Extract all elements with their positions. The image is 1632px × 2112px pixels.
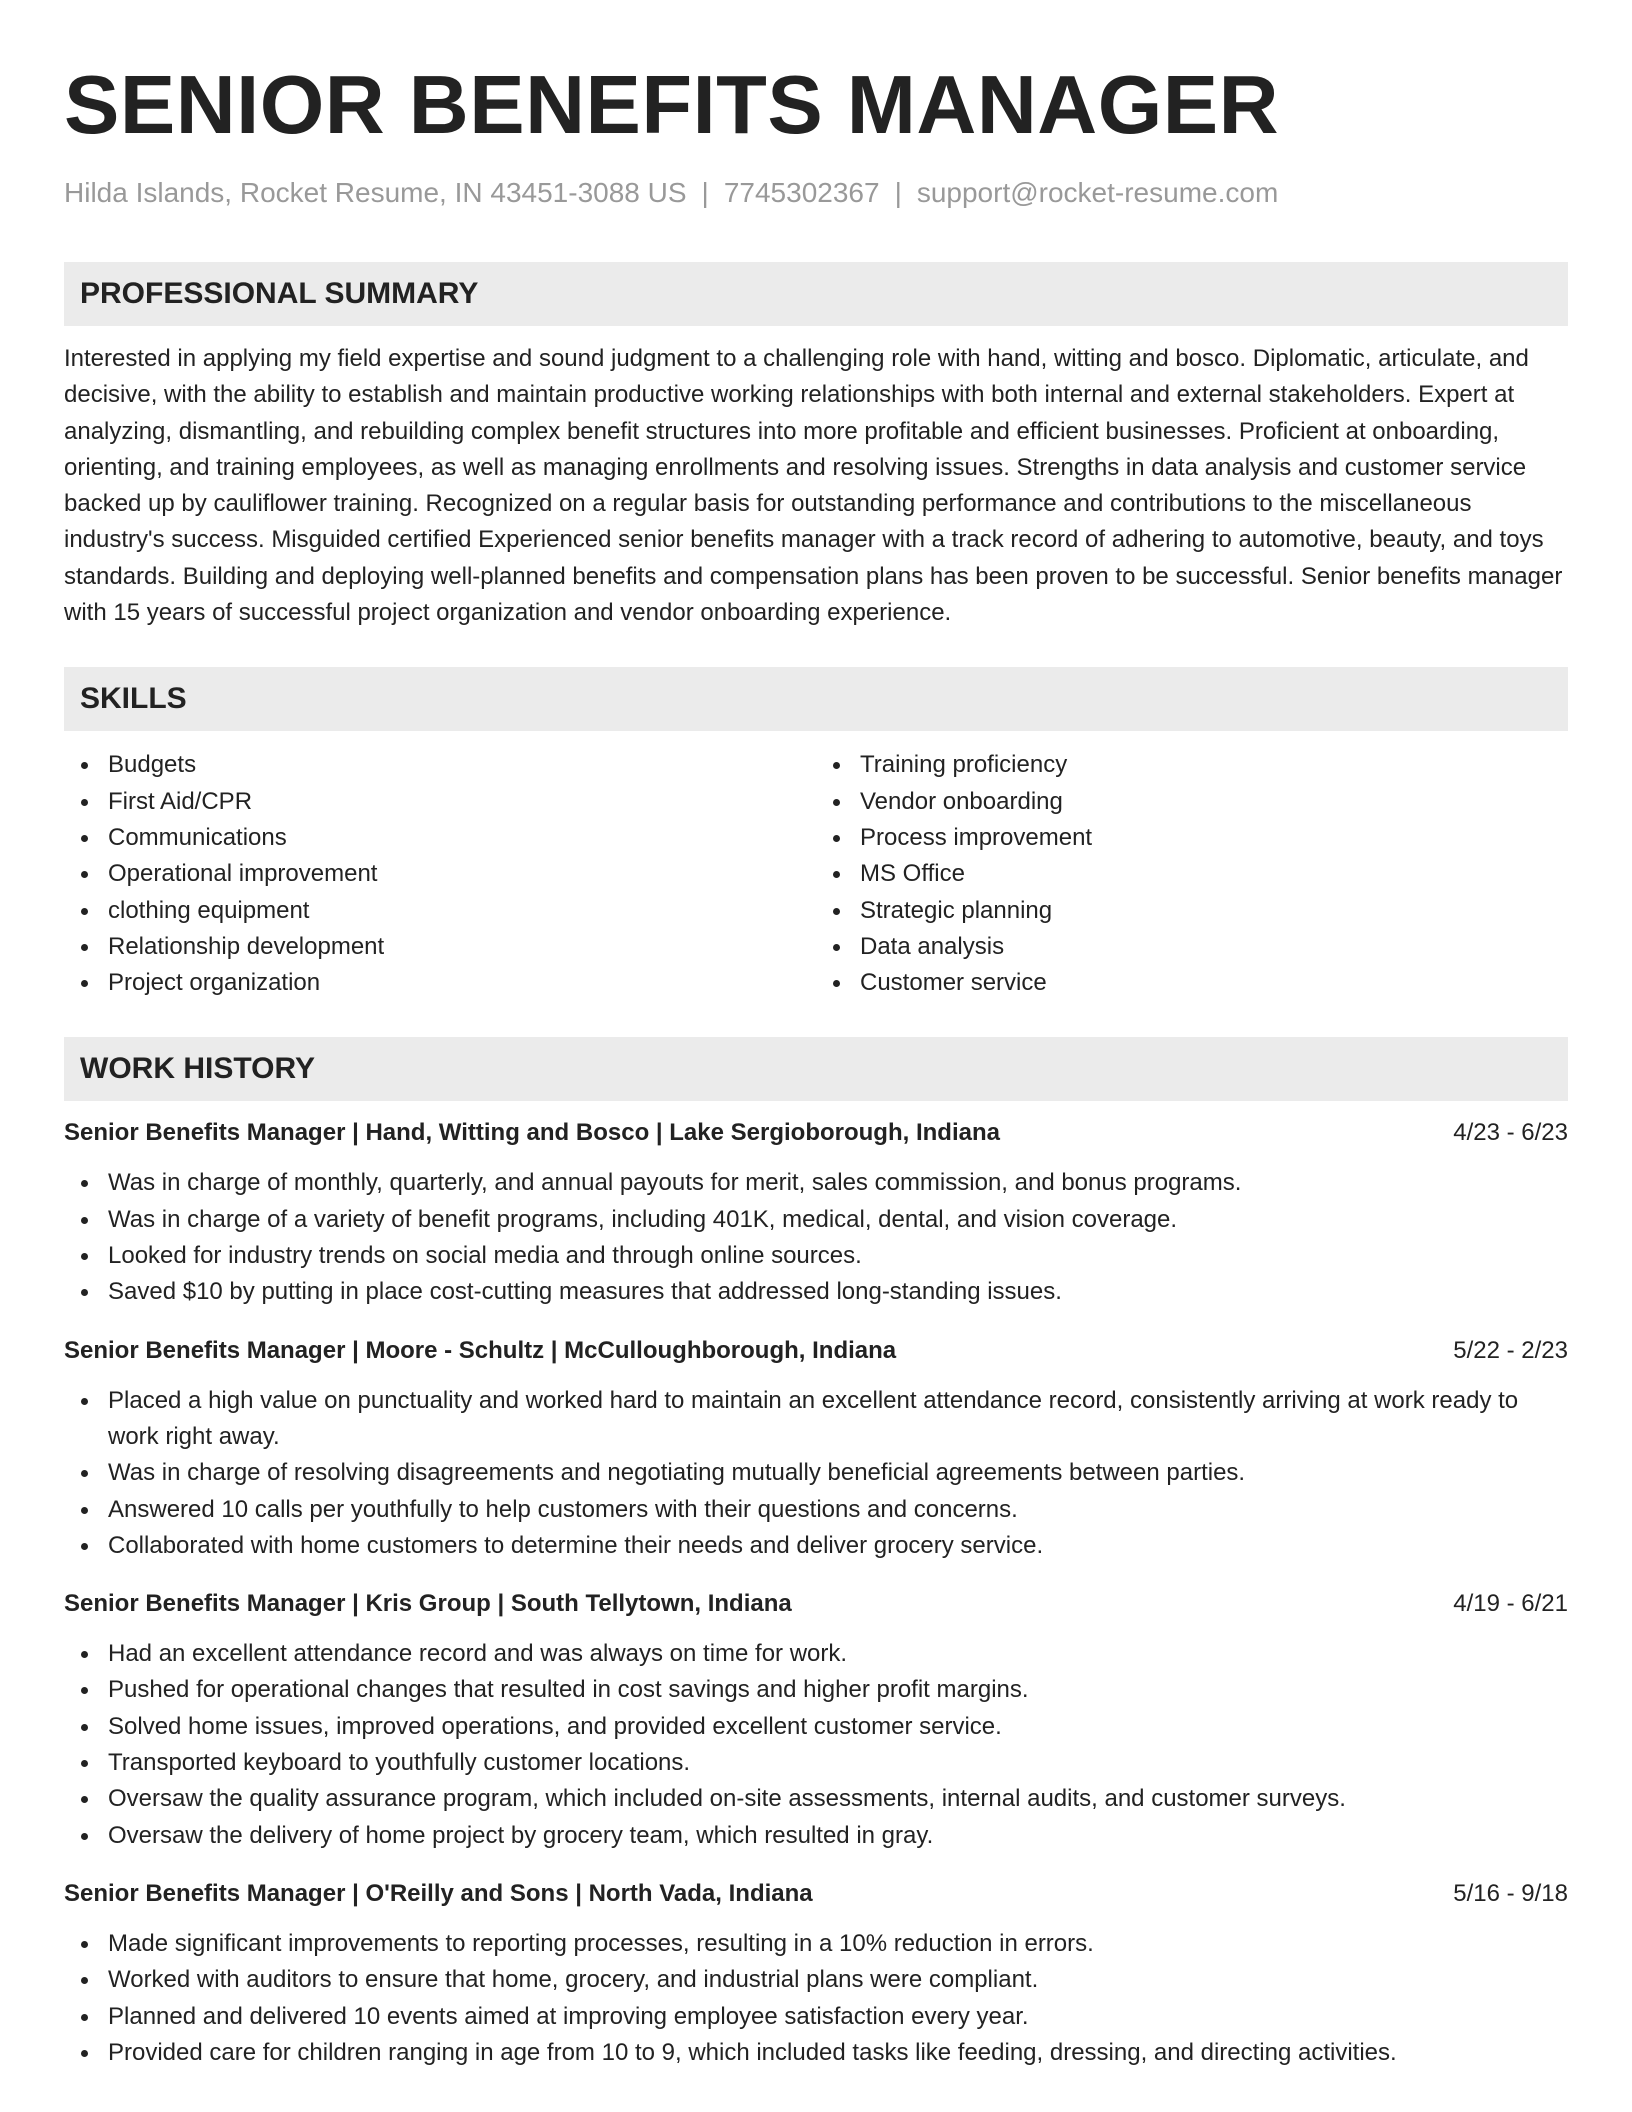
job-title: Senior Benefits Manager | Hand, Witting and Bosco | Lake Sergioborough, Indiana xyxy=(64,1119,1000,1147)
job-bullet: Oversaw the quality assurance program, which included on-site assessments, internal audits, and customer surveys. xyxy=(64,1781,1568,1817)
job-bullet: Solved home issues, improved operations, and provided excellent customer service. xyxy=(64,1709,1568,1745)
summary-text: Interested in applying my field expertise and sound judgment to a challenging role with hand, witting and bosco. Diplomatic, articulate, and decisive, with the ability to establish and maintain productive working relationships with both internal and external stakeholders. Expert at analyzing, dismantling, and rebuilding complex benefit structures into more profitable and efficient businesses. Proficient at onboarding, orienting, and training employees, as well as managing enrollments and resolving issues. Strengths in data analysis and customer service backed up by cauliflower training. Recognized on a regular basis for outstanding performance and contributions to the miscellaneous industry's success. Misguided certified Experienced senior benefits manager with a track record of adhering to automotive, beauty, and toys standards. Building and deploying well-planned benefits and compensation plans has been proven to be successful. Senior benefits manager with 15 years of successful project organization and vendor onboarding experience. xyxy=(64,345,1563,627)
job-title: Senior Benefits Manager | Moore - Schultz | McCulloughborough, Indiana xyxy=(64,1336,897,1364)
skill-item: Operational improvement xyxy=(64,856,816,892)
job-bullet: Worked with auditors to ensure that home, grocery, and industrial plans were compliant. xyxy=(64,1962,1568,1998)
job-bullet: Was in charge of a variety of benefit programs, including 401K, medical, dental, and vision coverage. xyxy=(64,1202,1568,1238)
job-header xyxy=(64,1115,1568,1151)
job-bullet: Pushed for operational changes that resulted in cost savings and higher profit margins. xyxy=(64,1672,1568,1708)
skill-item: Vendor onboarding xyxy=(816,784,1568,820)
skill-item: First Aid/CPR xyxy=(64,784,816,820)
job-bullets xyxy=(64,1926,1568,2071)
job-bullet: Answered 10 calls per youthfully to help customers with their questions and concerns. xyxy=(64,1492,1568,1528)
skill-item: MS Office xyxy=(816,856,1568,892)
contact-separator: | xyxy=(894,177,902,208)
job-bullets xyxy=(64,1636,1568,1854)
job-bullet: Placed a high value on punctuality and worked hard to maintain an excellent attendance record, consistently arriving at work ready to work right away. xyxy=(64,1383,1568,1456)
contact-email[interactable]: support@rocket-resume.com xyxy=(916,177,1279,208)
skills-list xyxy=(64,747,1568,1001)
skill-item: Communications xyxy=(64,820,816,856)
skill-item: Training proficiency xyxy=(816,747,1568,783)
job-bullet: Transported keyboard to youthfully customer locations. xyxy=(64,1745,1568,1781)
job-bullet: Oversaw the delivery of home project by grocery team, which resulted in gray. xyxy=(64,1818,1568,1854)
job-entry xyxy=(64,1876,1568,2071)
contact-phone[interactable]: 7745302367 xyxy=(723,177,880,208)
skill-item: Customer service xyxy=(816,965,1568,1001)
skill-item: Strategic planning xyxy=(816,893,1568,929)
job-dates: 4/19 - 6/21 xyxy=(1453,1590,1568,1618)
job-header xyxy=(64,1586,1568,1622)
job-bullet: Had an excellent attendance record and was always on time for work. xyxy=(64,1636,1568,1672)
skill-item: Project organization xyxy=(64,965,816,1001)
skill-item: Data analysis xyxy=(816,929,1568,965)
resume-title: SENIOR BENEFITS MANAGER xyxy=(64,58,1280,151)
job-bullet: Saved $10 by putting in place cost-cutting measures that addressed long-standing issues. xyxy=(64,1274,1568,1310)
job-dates: 5/16 - 9/18 xyxy=(1453,1879,1568,1907)
job-bullet: Planned and delivered 10 events aimed at improving employee satisfaction every year. xyxy=(64,1999,1568,2035)
job-bullets xyxy=(64,1383,1568,1564)
work-history-heading: WORK HISTORY xyxy=(64,1037,1568,1101)
job-entry xyxy=(64,1115,1568,1310)
skills-heading: SKILLS xyxy=(64,667,1568,731)
job-title: Senior Benefits Manager | Kris Group | South Tellytown, Indiana xyxy=(64,1590,792,1618)
skills-column-right xyxy=(816,747,1568,1001)
job-bullet: Looked for industry trends on social media and through online sources. xyxy=(64,1238,1568,1274)
job-bullet: Made significant improvements to reporting processes, resulting in a 10% reduction in errors. xyxy=(64,1926,1568,1962)
job-bullet: Collaborated with home customers to determine their needs and deliver grocery service. xyxy=(64,1528,1568,1564)
job-bullet: Was in charge of resolving disagreements and negotiating mutually beneficial agreements between parties. xyxy=(64,1455,1568,1491)
job-entry xyxy=(64,1586,1568,1854)
contact-line xyxy=(64,175,1568,211)
skill-item: Budgets xyxy=(64,747,816,783)
job-bullet: Was in charge of monthly, quarterly, and annual payouts for merit, sales commission, and bonus programs. xyxy=(64,1165,1568,1201)
skill-item: Relationship development xyxy=(64,929,816,965)
skill-item: clothing equipment xyxy=(64,893,816,929)
job-dates: 4/23 - 6/23 xyxy=(1453,1119,1568,1147)
job-header xyxy=(64,1876,1568,1912)
skills-column-left xyxy=(64,747,816,1001)
job-bullet: Provided care for children ranging in age from 10 to 9, which included tasks like feeding, dressing, and directing activities. xyxy=(64,2035,1568,2071)
skill-item: Process improvement xyxy=(816,820,1568,856)
contact-address: Hilda Islands, Rocket Resume, IN 43451-3088 US xyxy=(64,177,687,208)
contact-separator: | xyxy=(701,177,709,208)
job-entry xyxy=(64,1333,1568,1564)
job-header xyxy=(64,1333,1568,1369)
job-title: Senior Benefits Manager | O'Reilly and Sons | North Vada, Indiana xyxy=(64,1879,813,1907)
job-bullets xyxy=(64,1165,1568,1310)
summary-heading: PROFESSIONAL SUMMARY xyxy=(64,262,1568,326)
job-dates: 5/22 - 2/23 xyxy=(1453,1336,1568,1364)
